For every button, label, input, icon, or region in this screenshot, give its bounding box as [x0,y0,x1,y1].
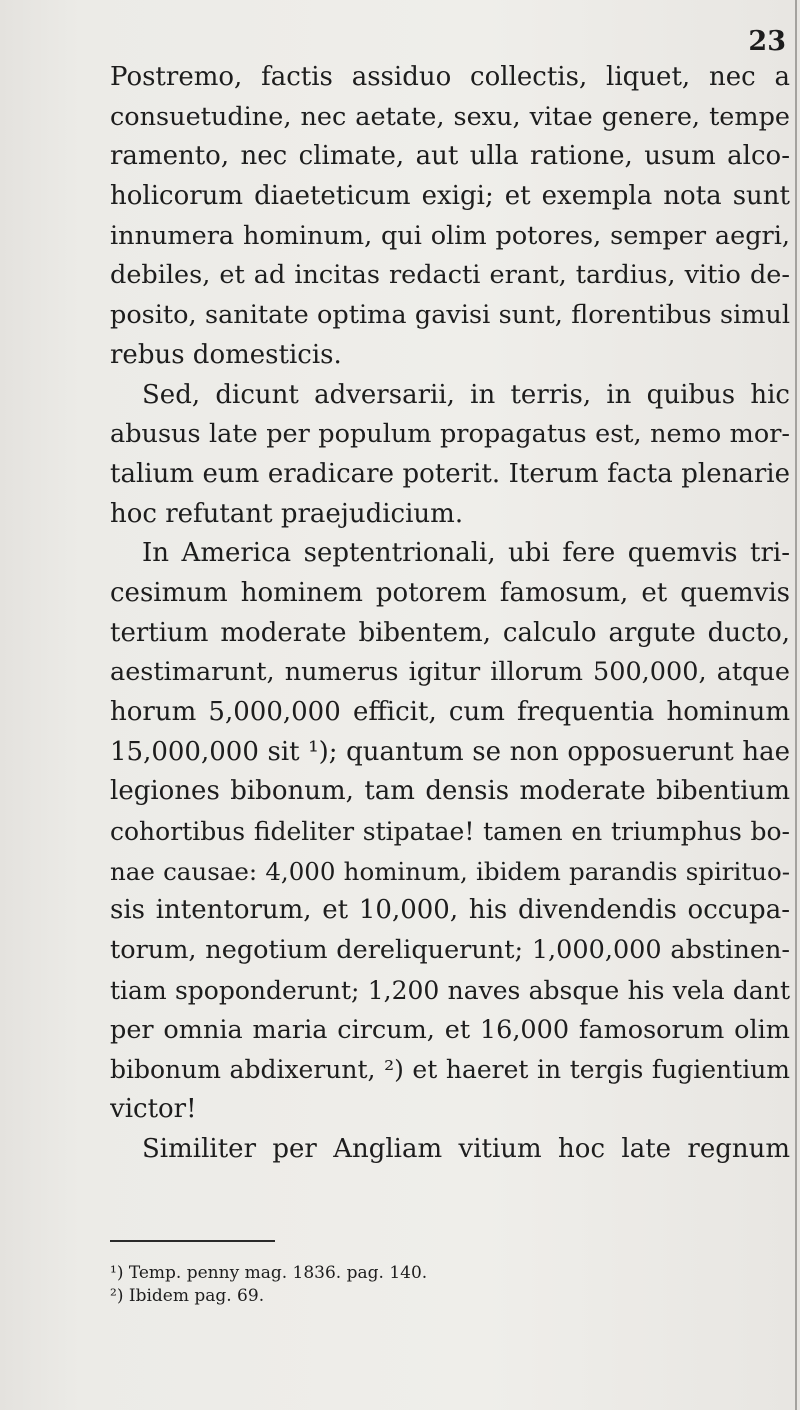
text-line: horum 5,000,000 efficit, cum frequentia hominum [110,697,790,727]
text-line: nae causae: 4,000 hominum, ibidem parandis spirituo- [110,856,790,886]
text-line: talium eum eradicare poterit. Iterum facta plenarie [110,458,790,489]
footnote-rule [110,1240,275,1242]
text-line: aestimarunt, numerus igitur illorum 500,000, atque [110,657,790,688]
text-line: torum, negotium dereliquerunt; 1,000,000 abstinen- [110,935,790,966]
footnote: ²) Ibidem pag. 69. [110,1286,265,1306]
text-line: per omnia maria circum, et 16,000 famosorum olim [110,1014,790,1045]
text-line: abusus late per populum propagatus est, nemo mor- [110,419,790,450]
text-line: ramento, nec climate, aut ulla ratione, usum alco- [110,141,790,172]
text-line: holicorum diaeteticum exigi; et exempla nota sunt [110,181,790,212]
text-line: hoc refutant praejudicium. [110,498,464,529]
text-line: posito, sanitate optima gavisi sunt, florentibus simul [110,300,790,331]
text-line: In America septentrionali, ubi fere quemvis tri- [142,538,790,569]
text-line: cesimum hominem potorem famosum, et quemvis [110,577,790,608]
text-line: Sed, dicunt adversarii, in terris, in quibus hic [142,379,790,410]
text-line: 15,000,000 sit ¹); quantum se non opposuerunt hae [110,736,790,767]
text-line: Postremo, factis assiduo collectis, liquet, nec a [110,62,790,92]
text-line: legiones bibonum, tam densis moderate bibentium [110,776,790,807]
text-line: tertium moderate bibentem, calculo argute ducto, [110,617,790,648]
text-line: victor! [110,1093,197,1124]
text-line: Similiter per Angliam vitium hoc late regnum [142,1133,790,1164]
footnotes [110,1262,710,1308]
text-line: debiles, et ad incitas redacti erant, tardius, vitio de- [110,260,790,291]
text-line: tiam spoponderunt; 1,200 naves absque his vela dant [110,975,790,1005]
text-line: sis intentorum, et 10,000, his divendendis occupa- [110,895,790,926]
text-line: innumera hominum, qui olim potores, semper aegri, [110,220,790,251]
text-line: cohortibus fideliter stipatae! tamen en triumphus bo- [110,817,790,847]
page-edge [795,0,797,1410]
text-line: rebus domesticis. [110,339,342,370]
page-number: 23 [748,26,786,57]
text-line: consuetudine, nec aetate, sexu, vitae genere, tempe [110,101,790,132]
text-line: bibonum abdixerunt, ²) et haeret in tergis fugientium [110,1055,790,1085]
body-text [110,58,790,1169]
footnote: ¹) Temp. penny mag. 1836. pag. 140. [110,1263,428,1283]
